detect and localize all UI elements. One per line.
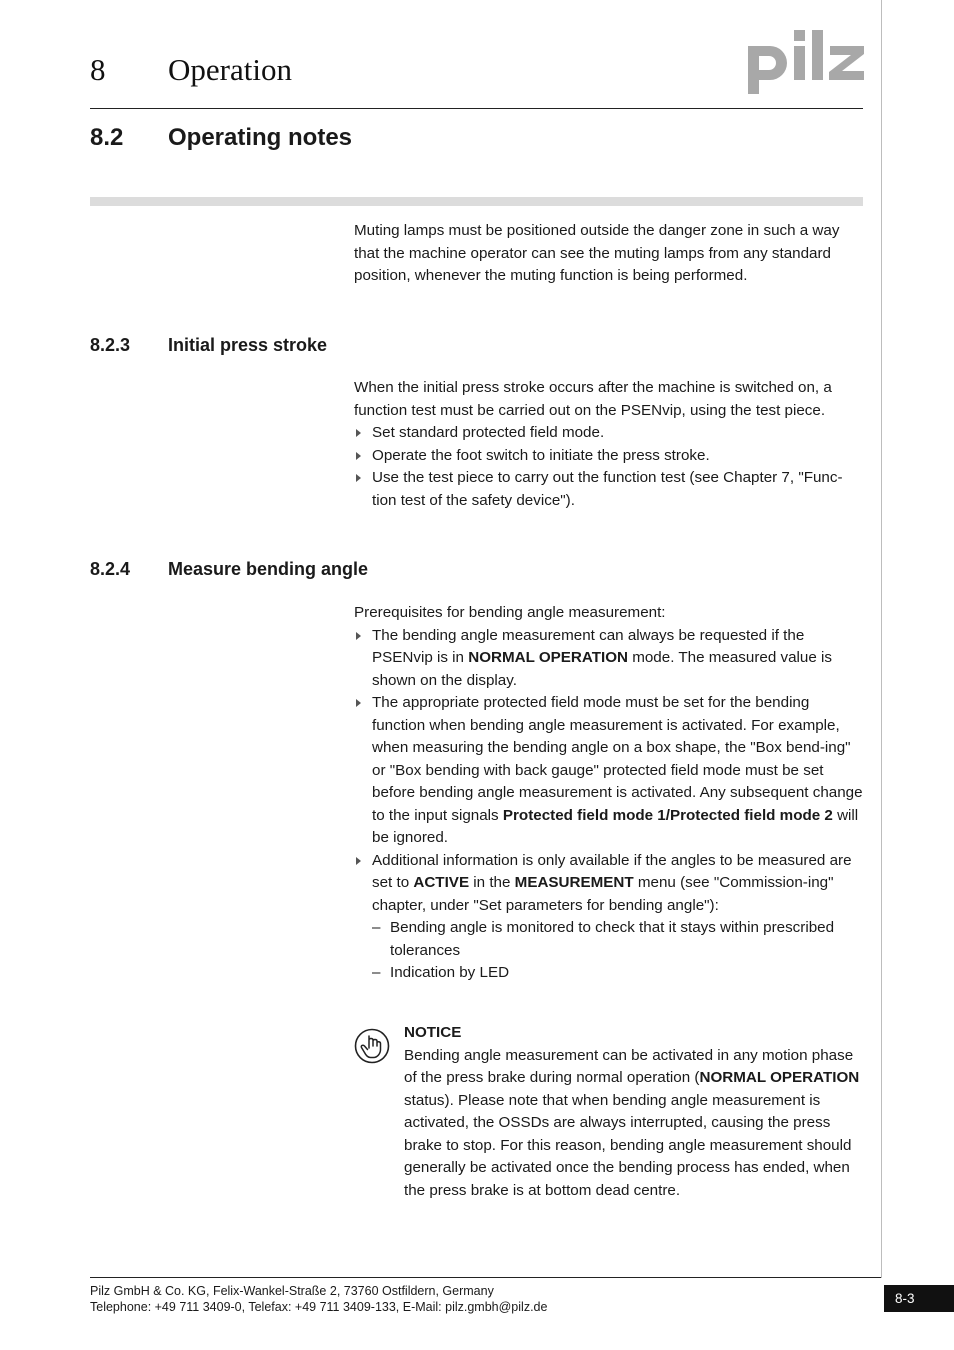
arrow-bullet-icon — [356, 429, 361, 437]
measure-bending-angle-body — [354, 602, 864, 985]
item-bold: Protected field mode 1/Protected field mode 2 — [502, 806, 833, 824]
item-text: menu (see "Commission-ing" chapter, under "Set parameters for bending angle"): — [372, 874, 834, 914]
pilz-logo — [748, 26, 866, 96]
subsection-title: Initial press stroke — [168, 335, 328, 355]
notice-text-part: status). Please note that when bending angle measurement is activated, the OSSDs are always interrupted, causing the press brake to stop. For this reason, bending angle measurement should generally be activated once the bending process has ended, when the press brake is at bottom dead centre. — [404, 1091, 852, 1199]
section-title: Operating notes — [168, 124, 353, 151]
header-rule — [90, 108, 863, 109]
subsection-title: Measure bending angle — [168, 559, 369, 579]
logo-text: pilz — [748, 26, 750, 27]
item-text: The appropriate protected field mode must be set for the bending function when bending angle measurement is activated. For example, when measuring the bending angle on a box shape, the "Box bend-ing" or "Box bending with back gauge" protected field mode must be set before bending angle measurement is activated. Any subsequent change to the input signals — [372, 694, 863, 824]
notice-heading: NOTICE — [404, 1024, 462, 1041]
footer-rule — [90, 1277, 881, 1278]
step-list — [354, 422, 864, 512]
arrow-bullet-icon — [356, 452, 361, 460]
pointing-hand-icon — [354, 1028, 390, 1064]
section-divider-bar — [90, 197, 863, 206]
list-item — [354, 850, 864, 985]
chapter-title: Operation — [168, 52, 292, 87]
item-bold: NORMAL OPERATION — [468, 649, 628, 666]
step-text: Use the test piece to carry out the function test (see Chapter 7, "Func-tion test of the safety device"). — [372, 469, 843, 509]
initial-press-stroke-body — [354, 377, 864, 512]
footer — [90, 1283, 547, 1315]
lead-text: Prerequisites for bending angle measurement: — [354, 604, 666, 621]
page-number: 8-3 — [884, 1285, 954, 1312]
sub-item-text: Bending angle is monitored to check that it stays within prescribed tolerances — [390, 919, 835, 959]
list-item — [354, 422, 864, 445]
footer-address: Pilz GmbH & Co. KG, Felix-Wankel-Straße 2, 73760 Ostfildern, Germany — [90, 1284, 494, 1298]
item-bold: MEASUREMENT — [514, 874, 634, 891]
notice-box — [404, 1022, 864, 1202]
item-text: mode. The measured value is shown on the display. — [372, 649, 832, 689]
notice-text-part: Bending angle measurement can be activated in any motion phase of the press brake during normal operation ( — [404, 1046, 854, 1086]
prerequisite-list — [354, 625, 864, 985]
list-item — [354, 445, 864, 468]
footer-contact: Telephone: +49 711 3409-0, Telefax: +49 711 3409-133, E-Mail: pilz.gmbh@pilz.de — [90, 1300, 548, 1314]
item-bold: ACTIVE — [413, 874, 470, 891]
dash-bullet: – — [372, 964, 381, 981]
sub-item-text: Indication by LED — [390, 964, 510, 981]
step-text: Set standard protected field mode. — [372, 424, 605, 441]
item-text: in the — [469, 874, 515, 891]
section-number: 8.2 — [90, 124, 124, 151]
subsection-number: 8.2.4 — [90, 559, 131, 579]
item-text: The bending angle measurement can always be requested if the PSENvip is in — [372, 626, 805, 666]
notice-bold: NORMAL OPERATION — [699, 1069, 860, 1086]
notice-text — [404, 1045, 864, 1203]
list-item — [354, 692, 864, 850]
list-item — [354, 625, 864, 693]
list-item — [354, 467, 864, 512]
item-text: Additional information is only available if the angles to be measured are set to — [372, 851, 852, 891]
arrow-bullet-icon — [356, 632, 361, 640]
intro-text: Muting lamps must be positioned outside the danger zone in such a way that the machine operator can see the muting lamps from any standard position, whenever the muting function is being performed. — [354, 222, 840, 284]
sub-list-item — [372, 917, 864, 962]
arrow-bullet-icon — [356, 857, 361, 865]
margin-rule — [881, 0, 882, 1278]
subsection-number: 8.2.3 — [90, 335, 131, 355]
sub-list — [372, 917, 864, 985]
sub-list-item — [372, 962, 864, 985]
item-text: will be ignored. — [372, 806, 859, 846]
dash-bullet: – — [372, 919, 381, 936]
lead-text: When the initial press stroke occurs after the machine is switched on, a function test must be carried out on the PSENvip, using the test piece. — [354, 379, 832, 419]
intro-paragraph — [354, 220, 864, 288]
chapter-number: 8 — [90, 52, 106, 87]
arrow-bullet-icon — [356, 699, 361, 707]
step-text: Operate the foot switch to initiate the press stroke. — [372, 446, 710, 464]
arrow-bullet-icon — [356, 474, 361, 482]
